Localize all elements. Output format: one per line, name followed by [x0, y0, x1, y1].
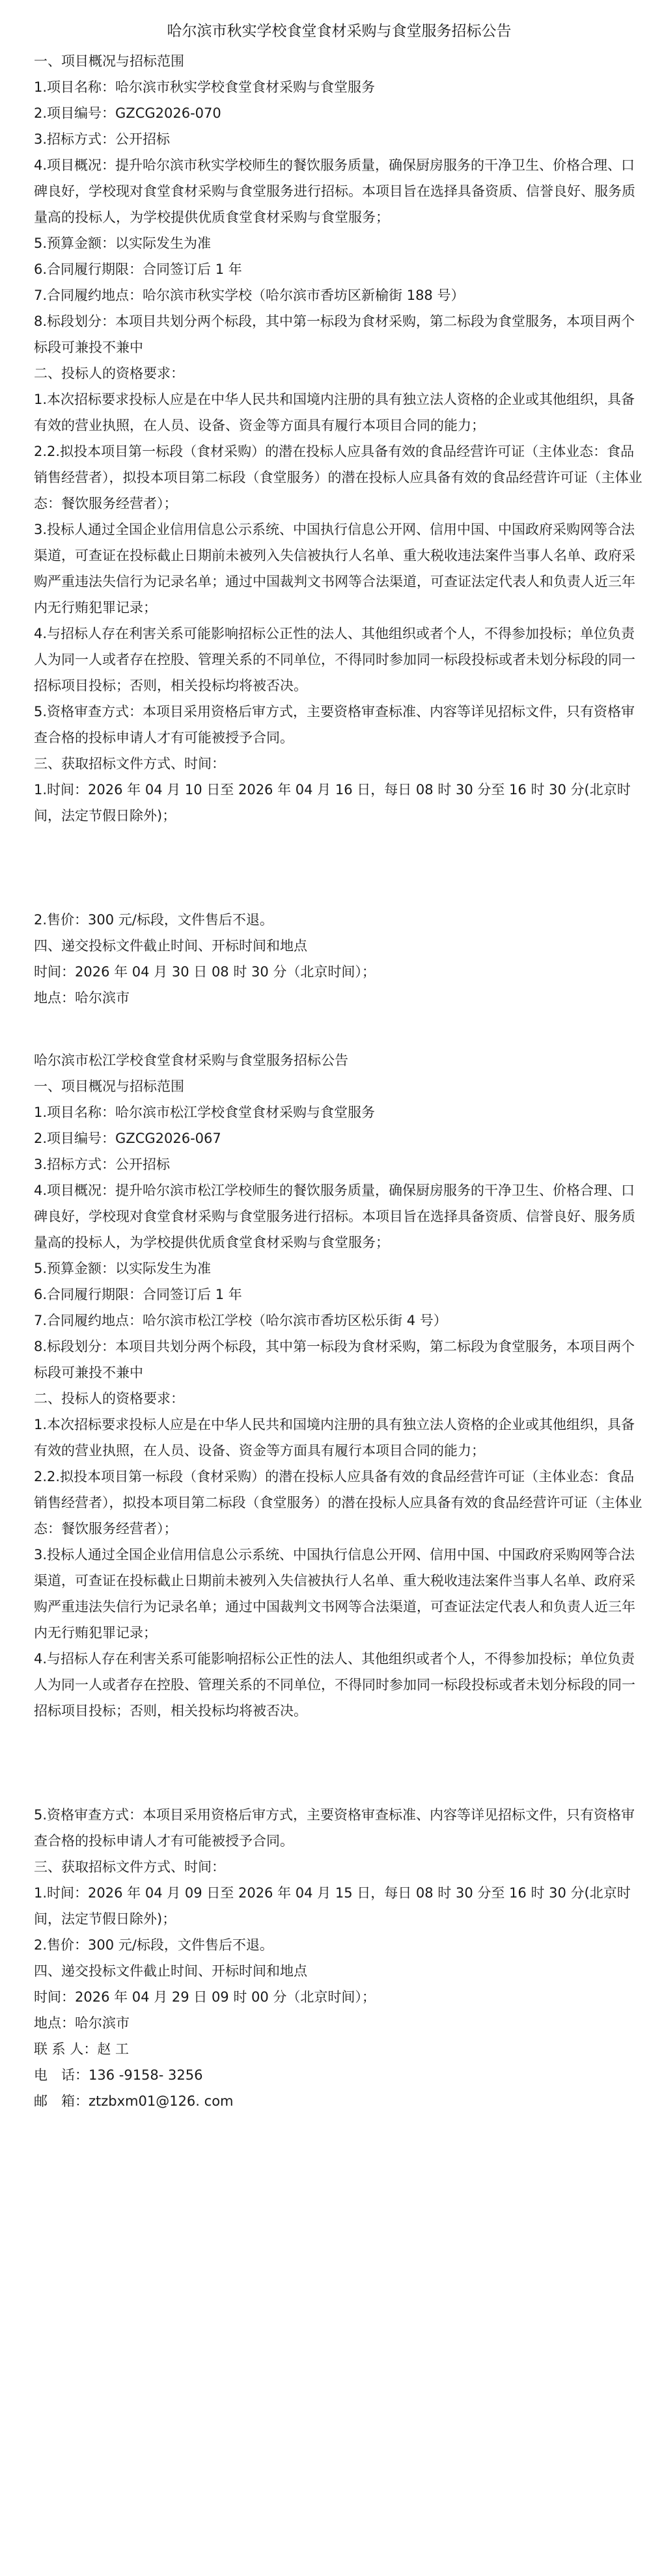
tender-method: 3.招标方式：公开招标	[34, 131, 171, 147]
qualification-item: 4.与招标人存在利害关系可能影响招标公正性的法人、其他组织或者个人，不得参加投标；单位负责人为同一人或者存在控股、管理关系的不同单位，不得同时参加同一标段投标或者未划分标段的同一招标项目投标；否则，相关投标均将被否决。	[34, 626, 635, 693]
location: 地点：哈尔滨市	[34, 990, 130, 1006]
document-price: 2.售价：300 元/标段，文件售后不退。	[34, 1937, 273, 1953]
tender-method: 3.招标方式：公开招标	[34, 1157, 171, 1172]
contact-email: 邮 箱：ztzbxm01@126. com	[34, 2093, 234, 2109]
section-heading: 三、获取招标文件方式、时间：	[34, 756, 225, 771]
project-number: 2.项目编号：GZCG2026-067	[34, 1131, 221, 1146]
qualification-review: 5.资格审查方式：本项目采用资格后审方式，主要资格审查标准、内容等详见招标文件，只有资格审查合格的投标申请人才有可能被授予合同。	[34, 704, 635, 745]
project-number: 2.项目编号：GZCG2026-070	[34, 105, 221, 121]
qualification-item: 1.本次招标要求投标人应是在中华人民共和国境内注册的具有独立法人资格的企业或其他组织，具备有效的营业执照，在人员、设备、资金等方面具有履行本项目合同的能力；	[34, 392, 635, 433]
contract-location: 7.合同履约地点：哈尔滨市松江学校（哈尔滨市香坊区松乐街 4 号）	[34, 1313, 447, 1328]
contact-phone: 电 话：136 -9158- 3256	[34, 2067, 203, 2083]
location: 地点：哈尔滨市	[34, 2015, 130, 2031]
document-time: 1.时间：2026 年 04 月 09 日至 2026 年 04 月 15 日，每日 08 时 30 分至 16 时 30 分(北京时间，法定节假日除外)；	[34, 1885, 631, 1927]
section-heading: 二、投标人的资格要求：	[34, 366, 184, 381]
qualification-item: 4.与招标人存在利害关系可能影响招标公正性的法人、其他组织或者个人，不得参加投标；单位负责人为同一人或者存在控股、管理关系的不同单位，不得同时参加同一标段投标或者未划分标段的同一招标项目投标；否则，相关投标均将被否决。	[34, 1651, 635, 1719]
qualification-review: 5.资格审查方式：本项目采用资格后审方式，主要资格审查标准、内容等详见招标文件，只有资格审查合格的投标申请人才有可能被授予合同。	[34, 1807, 635, 1849]
qualification-item: 2.2.拟投本项目第一标段（食材采购）的潜在投标人应具备有效的食品经营许可证（主体业态：食品销售经营者），拟投本项目第二标段（食堂服务）的潜在投标人应具备有效的食品经营许可证（主体业态：餐饮服务经营者）；	[34, 1469, 643, 1536]
notice-title: 哈尔滨市松江学校食堂食材采购与食堂服务招标公告	[34, 1053, 348, 1068]
contract-period: 6.合同履行期限：合同签订后 1 年	[34, 262, 242, 277]
document-price: 2.售价：300 元/标段，文件售后不退。	[34, 912, 273, 928]
contract-period: 6.合同履行期限：合同签订后 1 年	[34, 1287, 242, 1302]
notice-title: 哈尔滨市秋实学校食堂食材采购与食堂服务招标公告	[167, 23, 512, 40]
lot-division: 8.标段划分：本项目共划分两个标段，其中第一标段为食材采购，第二标段为食堂服务，本项目两个标段可兼投不兼中	[34, 314, 635, 355]
section-heading: 四、递交投标文件截止时间、开标时间和地点	[34, 1963, 307, 1979]
project-overview: 4.项目概况：提升哈尔滨市秋实学校师生的餐饮服务质量，确保厨房服务的干净卫生、价格合理、口碑良好，学校现对食堂食材采购与食堂服务进行招标。本项目旨在选择具备资质、信誉良好、服务质量高的投标人，为学校提供优质食堂食材采购与食堂服务；	[34, 157, 635, 225]
budget: 5.预算金额：以实际发生为准	[34, 235, 212, 251]
project-name: 1.项目名称：哈尔滨市秋实学校食堂食材采购与食堂服务	[34, 79, 376, 95]
document-time: 1.时间：2026 年 04 月 10 日至 2026 年 04 月 16 日，每日 08 时 30 分至 16 时 30 分(北京时间，法定节假日除外)；	[34, 782, 631, 824]
deadline-time: 时间：2026 年 04 月 30 日 08 时 30 分（北京时间）；	[34, 964, 376, 980]
lot-division: 8.标段划分：本项目共划分两个标段，其中第一标段为食材采购，第二标段为食堂服务，本项目两个标段可兼投不兼中	[34, 1339, 635, 1380]
notice-songjiang	[34, 1047, 644, 2114]
project-name: 1.项目名称：哈尔滨市松江学校食堂食材采购与食堂服务	[34, 1105, 376, 1120]
qualification-item: 2.2.拟投本项目第一标段（食材采购）的潜在投标人应具备有效的食品经营许可证（主体业态：食品销售经营者），拟投本项目第二标段（食堂服务）的潜在投标人应具备有效的食品经营许可证（主体业态：餐饮服务经营者）；	[34, 444, 643, 511]
section-heading: 一、项目概况与招标范围	[34, 1079, 184, 1094]
deadline-time: 时间：2026 年 04 月 29 日 09 时 00 分（北京时间）；	[34, 1989, 376, 2005]
budget: 5.预算金额：以实际发生为准	[34, 1261, 212, 1276]
qualification-item: 3.投标人通过全国企业信用信息公示系统、中国执行信息公开网、信用中国、中国政府采购网等合法渠道，可查证在投标截止日期前未被列入失信被执行人名单、重大税收违法案件当事人名单、政府采购严重违法失信行为记录名单；通过中国裁判文书网等合法渠道，可查证法定代表人和负责人近三年内无行贿犯罪记录；	[34, 522, 635, 615]
section-heading: 四、递交投标文件截止时间、开标时间和地点	[34, 938, 307, 954]
contract-location: 7.合同履约地点：哈尔滨市秋实学校（哈尔滨市香坊区新榆街 188 号）	[34, 288, 465, 303]
contact-person: 联 系 人：赵 工	[34, 2041, 130, 2057]
qualification-item: 3.投标人通过全国企业信用信息公示系统、中国执行信息公开网、信用中国、中国政府采购网等合法渠道，可查证在投标截止日期前未被列入失信被执行人名单、重大税收违法案件当事人名单、政府采购严重违法失信行为记录名单；通过中国裁判文书网等合法渠道，可查证法定代表人和负责人近三年内无行贿犯罪记录；	[34, 1547, 635, 1641]
notice-qiushi	[34, 18, 644, 1011]
section-heading: 三、获取招标文件方式、时间：	[34, 1859, 225, 1875]
section-heading: 二、投标人的资格要求：	[34, 1391, 184, 1406]
qualification-item: 1.本次招标要求投标人应是在中华人民共和国境内注册的具有独立法人资格的企业或其他组织，具备有效的营业执照，在人员、设备、资金等方面具有履行本项目合同的能力；	[34, 1417, 635, 1458]
section-heading: 一、项目概况与招标范围	[34, 53, 184, 69]
project-overview: 4.项目概况：提升哈尔滨市松江学校师生的餐饮服务质量，确保厨房服务的干净卫生、价格合理、口碑良好，学校现对食堂食材采购与食堂服务进行招标。本项目旨在选择具备资质、信誉良好、服务质量高的投标人，为学校提供优质食堂食材采购与食堂服务；	[34, 1183, 635, 1250]
